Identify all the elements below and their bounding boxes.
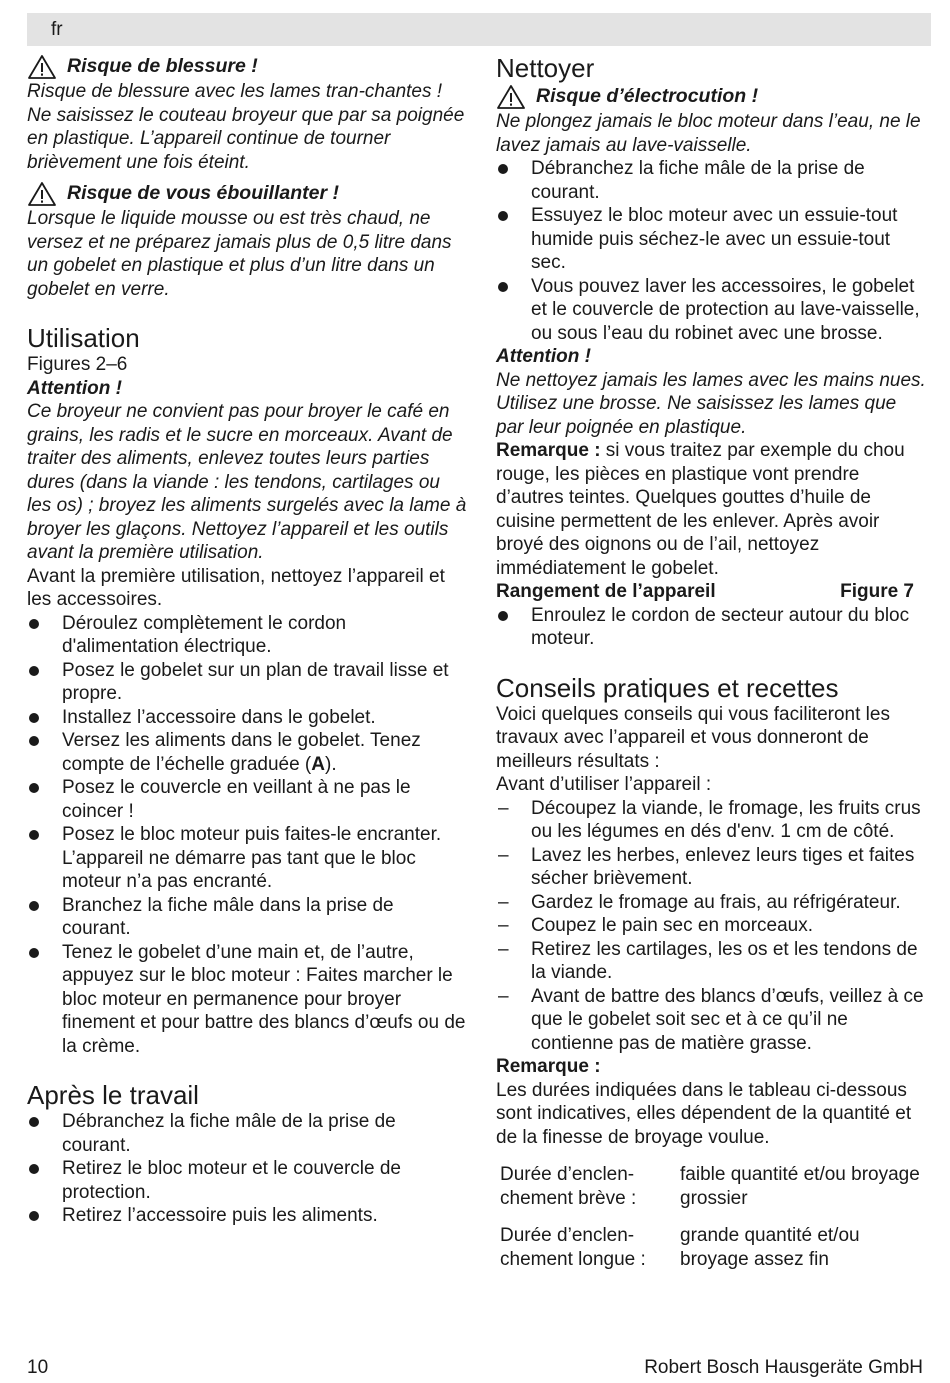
warning-title: Risque d’électrocution ! (536, 84, 759, 107)
table-cell-key: Durée d’enclen-chement brève : (500, 1164, 637, 1209)
warning-triangle-icon (27, 181, 57, 207)
list-item: Essuyez le bloc moteur avec un essuie-tout humide puis séchez-le avec un essuie-tout sec. (496, 204, 928, 275)
tips-intro: Voici quelques conseils qui vous faciliteront les travaux avec l’appareil et vous donneront de meilleurs résultats : (496, 703, 890, 772)
list-item: Déroulez complètement le cordon d'alimentation électrique. (27, 612, 467, 659)
list-item: Débranchez la fiche mâle de la prise de courant. (496, 157, 928, 204)
bullet-icon (29, 948, 39, 958)
remark-paragraph: Remarque : si vous traitez par exemple du chou rouge, les pièces en plastique vont prendre d’autres teintes. Quelques gouttes d’huile de cuisine permettent de les enlever. Après avoir broyé des oignons ou de l’ail, nettoyez immédiatement le gobelet. (496, 440, 905, 579)
bullet-icon (29, 1117, 39, 1127)
storage-figure-ref: Figure 7 (840, 581, 914, 602)
list-item: – Retirez les cartilages, les os et les tendons de la viande. (498, 938, 918, 983)
figures-ref: Figures 2–6 (27, 354, 128, 375)
attention-label: Attention ! (496, 346, 591, 367)
storage-title: Rangement de l’appareil (496, 581, 716, 602)
bullet-icon (29, 713, 39, 723)
attention-text: Ce broyeur ne convient pas pour broyer le café en grains, les radis et le sucre en morceaux. Avant de traiter des aliments, enlevez toutes leurs parties dures (dans la viande : les tendons, cartilages ou les os) ; broyez les aliments surgelés avec la lame à broyer les glaçons. Nettoyez l’appareil et les outils avant la première utilisation. (27, 401, 467, 563)
bullet-icon (29, 901, 39, 911)
list-item: – Lavez les herbes, enlevez leurs tiges et faites sécher brièvement. (498, 844, 915, 889)
intro-text: Avant la première utilisation, nettoyez l’appareil et les accessoires. (27, 565, 445, 610)
list-item: Posez le couvercle en veillant à ne pas le coincer ! (27, 776, 467, 823)
bullet-icon (498, 282, 508, 292)
bullet-icon (29, 830, 39, 840)
attention-text: Ne nettoyez jamais les lames avec les mains nues. Utilisez une brosse. Ne saisissez les lames que par leur poignée en plastique. (496, 369, 926, 438)
duration-table (496, 1163, 928, 1285)
dash-icon: – (498, 891, 509, 913)
bullet-icon (29, 736, 39, 746)
list-item: Branchez la fiche mâle dans la prise de courant. (27, 894, 467, 941)
bullet-icon (498, 211, 508, 221)
dash-icon: – (498, 985, 509, 1007)
bullet-icon (29, 666, 39, 676)
bullet-icon (498, 164, 508, 174)
list-item: Enroulez le cordon de secteur autour du bloc moteur. (496, 604, 928, 651)
remark2-label: Remarque : (496, 1056, 601, 1077)
section-title-nettoyer: Nettoyer (496, 53, 595, 83)
warning-injury (27, 53, 467, 80)
warning-triangle-icon (27, 54, 57, 80)
warning-scald (27, 180, 467, 207)
list-item: Posez le bloc moteur puis faites-le encranter. L’appareil ne démarre pas tant que le bloc moteur n’a pas encranté. (27, 823, 467, 894)
list-item: – Coupez le pain sec en morceaux. (498, 915, 813, 936)
list-item: – Découpez la viande, le fromage, les fruits crus ou les légumes en dés d'env. 1 cm de côté. (498, 797, 921, 842)
page-number: 10 (27, 1357, 49, 1378)
list-item: Versez les aliments dans le gobelet. Tenez compte de l’échelle graduée (A). (27, 729, 467, 776)
warning-triangle-icon (496, 84, 526, 110)
table-row (496, 1224, 928, 1285)
dash-icon: – (498, 797, 509, 819)
remark2-text: Les durées indiquées dans le tableau ci-dessous sont indicatives, elles dépendent de la quantité et de la finesse de broyage voulue. (496, 1079, 912, 1148)
list-item: – Gardez le fromage au frais, au réfrigérateur. (498, 891, 901, 913)
cleaning-steps (496, 157, 928, 345)
dash-icon: – (498, 915, 509, 936)
right-column (496, 53, 928, 1285)
bullet-icon (29, 783, 39, 793)
warning-text: Lorsque le liquide mousse ou est très chaud, ne versez et ne préparez jamais plus de 0,5 litre dans un gobelet en plastique et plus d’un litre dans un gobelet en verre. (27, 208, 452, 300)
bullet-icon (498, 611, 508, 621)
after-steps (27, 1110, 467, 1228)
before-use-label: Avant d’utiliser l’appareil : (496, 774, 712, 795)
list-item: Retirez l’accessoire puis les aliments. (27, 1204, 467, 1228)
footer-company: Robert Bosch Hausgeräte GmbH (644, 1357, 923, 1378)
bullet-icon (29, 1211, 39, 1221)
section-title-conseils: Conseils pratiques et recettes (496, 672, 839, 703)
list-item: Installez l’accessoire dans le gobelet. (27, 706, 467, 730)
remark-label: Remarque : (496, 440, 601, 461)
tips-list (496, 797, 928, 1056)
list-item: – Avant de battre des blancs d’œufs, veillez à ce que le gobelet soit sec et à ce qu’il ne contienne pas de matière grasse. (498, 985, 924, 1054)
table-row (496, 1163, 928, 1224)
left-column (27, 53, 467, 1228)
table-cell-key: Durée d’enclen-chement longue : (500, 1225, 646, 1270)
language-label: fr (51, 19, 63, 40)
section-title-utilisation: Utilisation (27, 323, 140, 353)
storage-steps (496, 604, 928, 651)
scale-marker: A (311, 753, 325, 775)
attention-label: Attention ! (27, 377, 122, 399)
warning-title: Risque de vous ébouillanter ! (67, 181, 339, 204)
bullet-icon (29, 619, 39, 629)
warning-text: Ne plongez jamais le bloc moteur dans l’eau, ne le lavez jamais au lave-vaisselle. (496, 111, 921, 156)
list-item: Retirez le bloc moteur et le couvercle de protection. (27, 1157, 467, 1204)
warning-text: Risque de blessure avec les lames tran-chantes ! Ne saisissez le couteau broyeur que par sa poignée en plastique. L’appareil continue de tourner brièvement une fois éteint. (27, 81, 465, 173)
bullet-icon (29, 1164, 39, 1174)
warning-title: Risque de blessure ! (67, 54, 258, 77)
warning-electrocution (496, 83, 928, 110)
storage-heading (496, 580, 928, 604)
list-item: Débranchez la fiche mâle de la prise de courant. (27, 1110, 467, 1157)
table-cell-value: faible quantité et/ou broyage grossier (680, 1164, 920, 1209)
section-title-apres: Après le travail (27, 1080, 199, 1110)
list-item: Vous pouvez laver les accessoires, le gobelet et le couvercle de protection au lave-vaisselle, ou sous l’eau du robinet avec une brosse. (496, 275, 928, 346)
language-bar (27, 13, 931, 46)
usage-steps (27, 612, 467, 1059)
dash-icon: – (498, 938, 509, 960)
list-item: Tenez le gobelet d’une main et, de l’autre, appuyez sur le bloc moteur : Faites marcher le bloc moteur en permanence pour broyer finement et pour battre des blancs d’œufs ou de la crème. (27, 941, 467, 1059)
list-item: Posez le gobelet sur un plan de travail lisse et propre. (27, 659, 467, 706)
dash-icon: – (498, 844, 509, 866)
table-cell-value: grande quantité et/ou broyage assez fin (680, 1225, 860, 1270)
